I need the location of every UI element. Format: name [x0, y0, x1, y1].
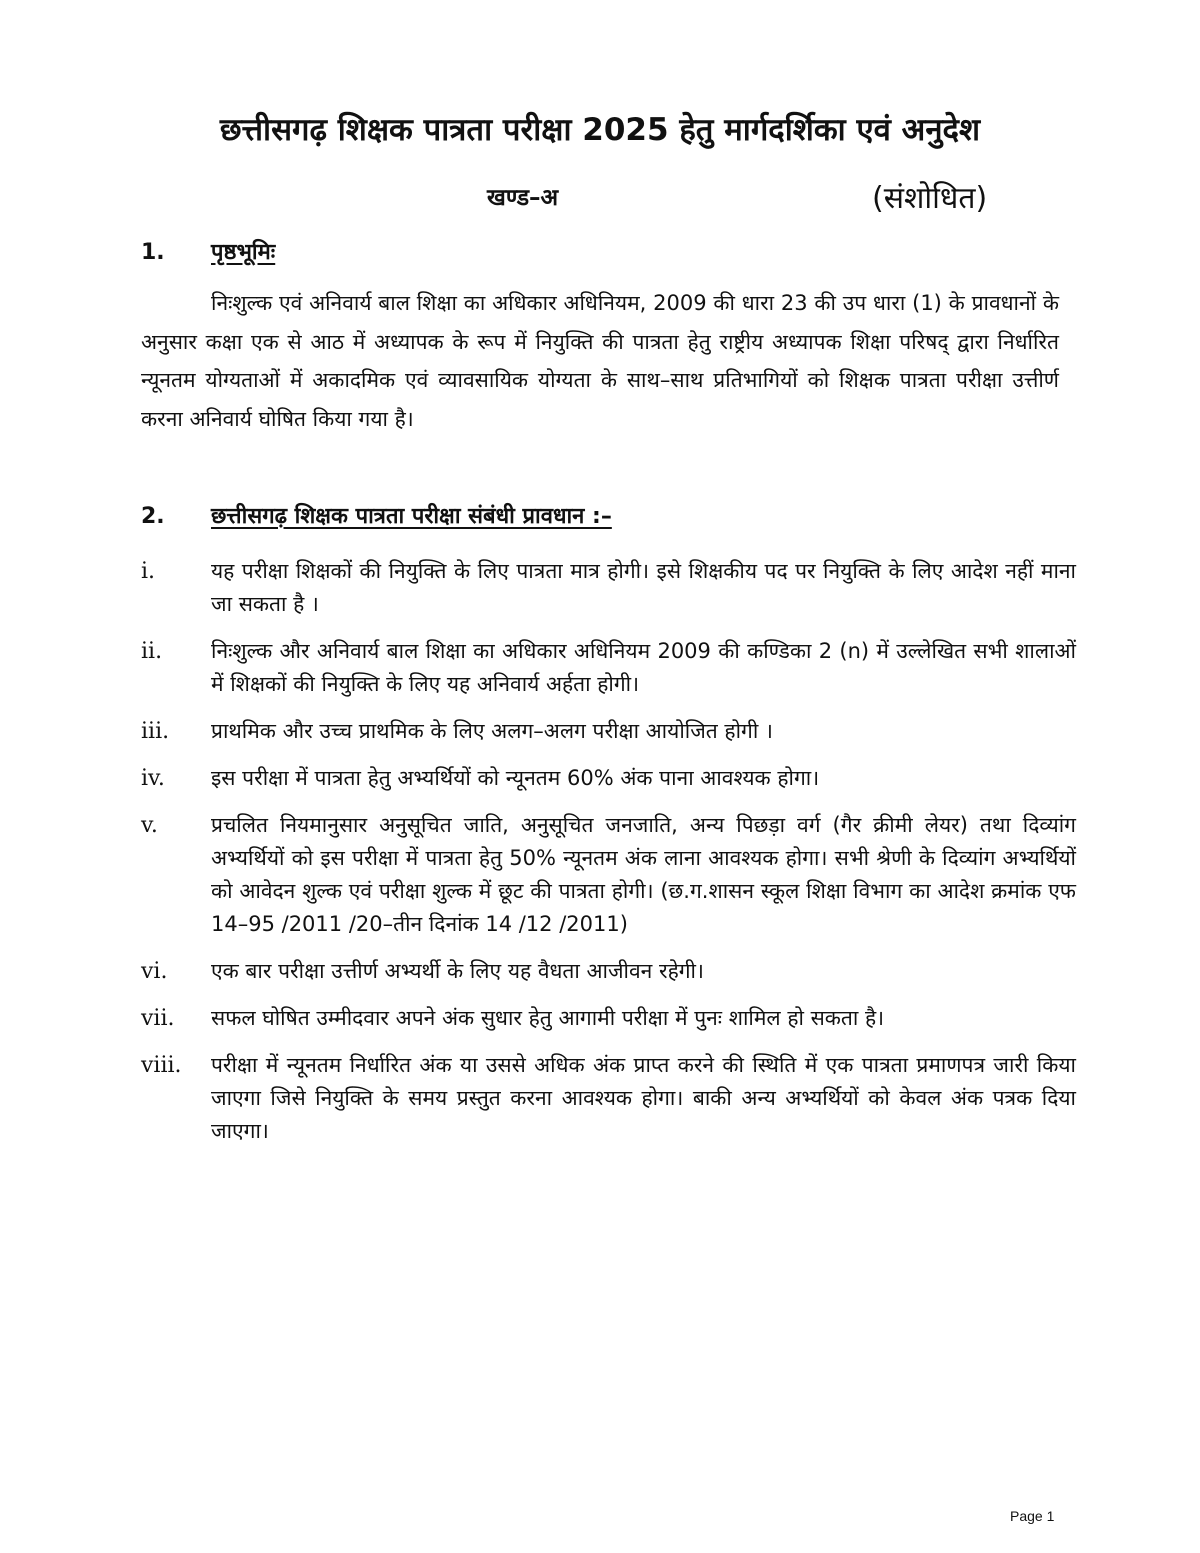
section-1-heading: [141, 236, 1081, 266]
item-numeral: v.: [141, 813, 158, 838]
item-text: प्राथमिक और उच्च प्राथमिक के लिए अलग–अलग परीक्षा आयोजित होगी ।: [211, 719, 773, 743]
section-2-number: 2.: [141, 504, 165, 529]
revised-label: (संशोधित): [872, 181, 988, 216]
provisions-list: [141, 555, 1076, 1162]
list-item: [141, 1002, 1076, 1035]
list-item: [141, 762, 1076, 795]
item-numeral: viii.: [141, 1053, 182, 1078]
item-text: यह परीक्षा शिक्षकों की नियुक्ति के लिए पात्रता मात्र होगी। इसे शिक्षकीय पद पर नियुक्ति के लिए आदेश नहीं माना जा सकता है ।: [211, 559, 1076, 616]
item-text: परीक्षा में न्यूनतम निर्धारित अंक या उससे अधिक अंक प्राप्त करने की स्थिति में एक पात्रता प्रमाणपत्र जारी किया जाएगा जिसे नियुक्ति के समय प्रस्तुत करना आवश्यक होगा। बाकी अन्य अभ्यर्थियों को केवल अंक पत्रक दिया जाएगा।: [211, 1053, 1076, 1143]
item-numeral: ii.: [141, 639, 163, 664]
item-text: सफल घोषित उम्मीदवार अपने अंक सुधार हेतु आगामी परीक्षा में पुनः शामिल हो सकता है।: [211, 1006, 885, 1030]
item-numeral: iv.: [141, 766, 165, 791]
item-numeral: vii.: [141, 1006, 175, 1031]
background-paragraph: निःशुल्क एवं अनिवार्य बाल शिक्षा का अधिकार अधिनियम, 2009 की धारा 23 की उप धारा (1) के प्रावधानों के अनुसार कक्षा एक से आठ में अध्यापक के रूप में नियुक्ति की पात्रता हेतु राष्ट्रीय अध्यापक शिक्षा परिषद् द्वारा निर्धारित न्यूनतम योग्यताओं में अकादमिक एवं व्यावसायिक योग्यता के साथ–साथ प्रतिभागियों को शिक्षक पात्रता परीक्षा उत्तीर्ण करना अनिवार्य घोषित किया गया है।: [141, 291, 1059, 431]
item-text: एक बार परीक्षा उत्तीर्ण अभ्यर्थी के लिए यह वैधता आजीवन रहेगी।: [211, 959, 704, 983]
list-item: [141, 809, 1076, 941]
section-2-heading: [141, 500, 1081, 530]
list-item: [141, 955, 1076, 988]
list-item: [141, 1049, 1076, 1148]
section-label: खण्ड–अ: [487, 185, 559, 211]
item-text: निःशुल्क और अनिवार्य बाल शिक्षा का अधिकार अधिनियम 2009 की कण्डिका 2 (n) में उल्लेखित सभी शालाओं में शिक्षकों की नियुक्ति के लिए यह अनिवार्य अर्हता होगी।: [211, 639, 1076, 696]
item-numeral: vi.: [141, 959, 168, 984]
section-1-title: पृष्ठभूमिः: [211, 240, 276, 265]
section-2-title: छत्तीसगढ़ शिक्षक पात्रता परीक्षा संबंधी प्रावधान :–: [211, 504, 612, 529]
item-numeral: iii.: [141, 719, 170, 744]
item-numeral: i.: [141, 559, 156, 584]
list-item: [141, 715, 1076, 748]
page-number: Page 1: [1010, 1508, 1055, 1524]
list-item: [141, 635, 1076, 701]
list-item: [141, 555, 1076, 621]
document-title: छत्तीसगढ़ शिक्षक पात्रता परीक्षा 2025 हेतु मार्गदर्शिका एवं अनुदेश: [219, 112, 981, 148]
item-text: इस परीक्षा में पात्रता हेतु अभ्यर्थियों को न्यूनतम 60% अंक पाना आवश्यक होगा।: [211, 766, 820, 790]
section-1-number: 1.: [141, 240, 165, 265]
item-text: प्रचलित नियमानुसार अनुसूचित जाति, अनुसूचित जनजाति, अन्य पिछड़ा वर्ग (गैर क्रीमी लेयर) तथा दिव्यांग अभ्यर्थियों को इस परीक्षा में पात्रता हेतु 50% न्यूनतम अंक लाना आवश्यक होगा। सभी श्रेणी के दिव्यांग अभ्यर्थियों को आवेदन शुल्क एवं परीक्षा शुल्क में छूट की पात्रता होगी। (छ.ग.शासन स्कूल शिक्षा विभाग का आदेश क्रमांक एफ 14–95 /2011 /20–तीन दिनांक 14 /12 /2011): [211, 813, 1076, 936]
subtitle-row: [0, 176, 1200, 220]
